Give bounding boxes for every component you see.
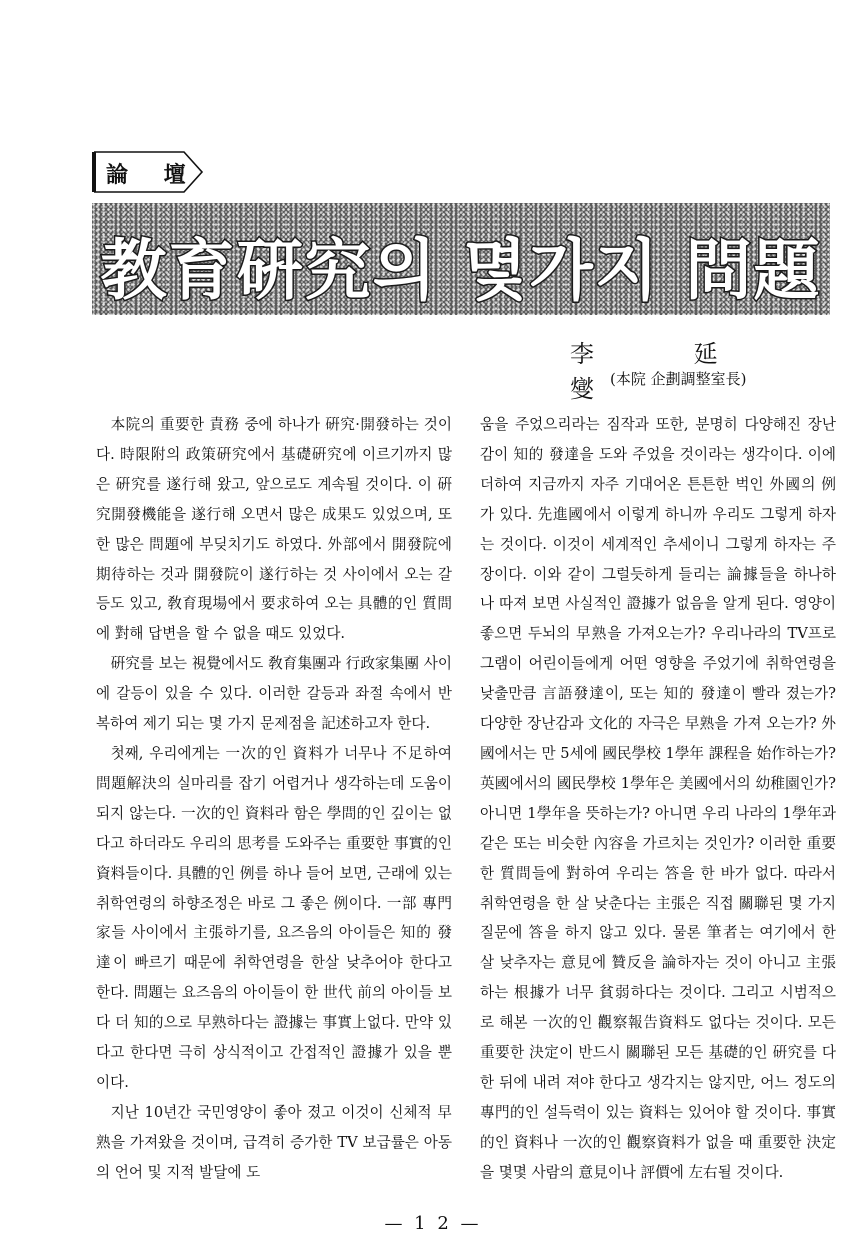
author-name: 李 延 燮 [570,340,764,403]
page-number: — 1 2 — [384,1213,482,1234]
body-column-left [96,410,452,1188]
section-tag [92,150,204,194]
title-banner [92,203,830,315]
article-title: 教育硏究의 몇가지 問題 [100,232,822,309]
paragraph: 硏究를 보는 視覺에서도 敎育集團과 行政家集團 사이에 갈등이 있을 수 있다. 이러한 갈등과 좌절 속에서 반복하여 제기 되는 몇 가지 문제점을 記述하고자 한다. [96,655,452,733]
body-column-right [480,410,836,1188]
author-affiliation: (本院 企劃調整室長) [610,370,747,388]
paragraph: 움을 주었으리라는 짐작과 또한, 분명히 다양해진 장난감이 知的 發達을 도와 주었을 것이라는 생각이다. 이에 더하여 지금까지 자주 기대어온 튼튼한 벅인 外國의 例가 있다. 先進國에서 이렇게 하니까 우리도 그렇게 하자는 것이다. 이것이 세계적인 추세이니 그렇게 하자는 주장이다. 이와 같이 그럴듯하게 들리는 論據들을 하나하나 따져 보면 사실적인 證據가 없음을 알게 된다. 영양이 좋으면 두뇌의 早熟을 가져오는가? 우리나라의 TV프로그램이 어린이들에게 어떤 영향을 주었기에 취학연령을 낮출만큼 言語發達이, 또는 知的 發達이 빨라 졌는가? 다양한 장난감과 文化的 자극은 早熟을 가져 오는가? 外國에서는 만 5세에 國民學校 1學年 課程을 始作하는가? 英國에서의 國民學校 1學年은 美國에서의 幼稚園인가? 아니면 1學年을 뜻하는가? 아니면 우리 나라의 1學年과 같은 또는 비슷한 內容을 가르치는 것인가? 이러한 重要한 質問들에 對하여 우리는 答을 한 바가 없다. 따라서 취학연령을 한 살 낮춘다는 主張은 직접 關聯된 몇 가지 질문에 答을 하지 않고 있다. 물론 筆者는 여기에서 한 살 낮추자는 意見에 贊反을 論하자는 것이 아니고 主張하는 根據가 너무 貧弱하다는 것이다. 그리고 시범적으로 해본 一次的인 觀察報告資料도 없다는 것이다. 모든 重要한 決定이 반드시 關聯된 모든 基礎的인 硏究를 다한 뒤에 내려 져야 한다고 생각지는 않지만, 어느 정도의 專門的인 설득력이 있는 資料는 있어야 할 것이다. 事實的인 資料나 一次的인 觀察資料가 없을 때 重要한 決定을 몇몇 사람의 意見이나 評價에 左右될 것이다. [480,416,836,1181]
section-label: 論 壇 [106,162,200,188]
paragraph: 첫째, 우리에게는 一次的인 資料가 너무나 不足하여 問題解決의 실마리를 잡기 어렵거나 생각하는데 도움이 되지 않는다. 一次的인 資料라 함은 學問的인 깊이는 없다고 하더라도 우리의 思考를 도와주는 重要한 事實的인 資料들이다. 具體的인 例를 하나 들어 보면, 근래에 있는 취학연령의 하향조정은 바로 그 좋은 例이다. 一部 專門家들 사이에서 主張하기를, 요즈음의 아이들은 知的 發達이 빠르기 때문에 취학연령을 한살 낮추어야 한다고 한다. 問題는 요즈음의 아이들이 한 世代 前의 아이들 보다 더 知的으로 早熟하다는 證據는 事實上없다. 만약 있다고 한다면 극히 상식적이고 간접적인 證據가 있을 뿐이다. [96,744,452,1091]
paragraph: 지난 10년간 국민영양이 좋아 졌고 이것이 신체적 早熟을 가져왔을 것이며, 급격히 증가한 TV 보급률은 아동의 언어 및 지적 발달에 도 [96,1103,452,1181]
paragraph: 本院의 重要한 責務 중에 하나가 硏究·開發하는 것이다. 時限附의 政策硏究에서 基礎硏究에 이르기까지 많은 硏究를 遂行해 왔고, 앞으로도 계속될 것이다. 이 硏究開發機能을 遂行해 오면서 많은 成果도 있었으며, 또한 많은 問題에 부딪치기도 하였다. 外部에서 開發院에 期待하는 것과 開發院이 遂行하는 것 사이에서 오는 갈등도 있고, 敎育現場에서 要求하여 오는 具體的인 質問에 對해 답변을 할 수 없을 때도 있었다. [96,416,452,643]
